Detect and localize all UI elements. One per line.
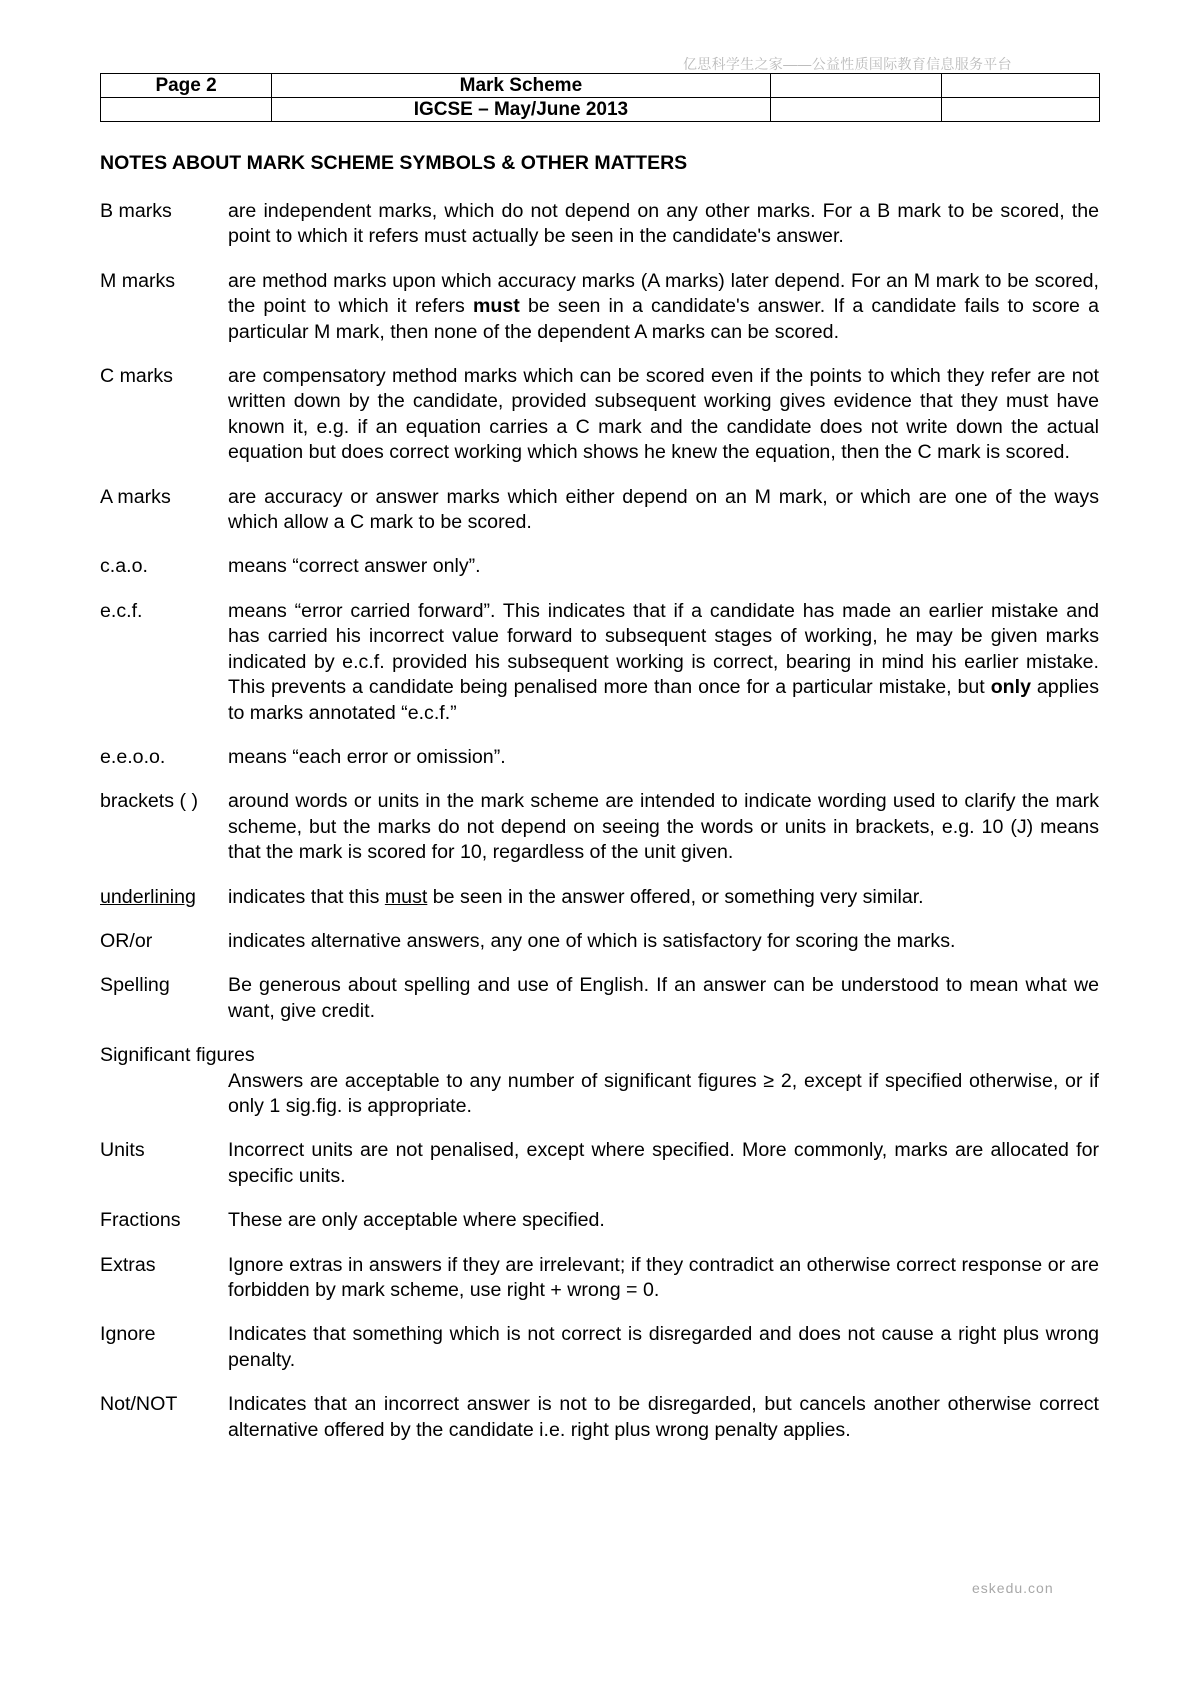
note-ecf [100,599,1099,726]
watermark-top: 亿思科学生之家——公益性质国际教育信息服务平台 [683,56,1012,72]
note-description: are accuracy or answer marks which either depend on an M mark, or which are one of the ways which allow a C mark to be scored. [228,485,1099,534]
note-term: Not/NOT [100,1393,178,1416]
note-a-marks [100,485,1099,536]
note-underlining [100,885,1099,910]
note-term: e.e.o.o. [100,745,166,768]
note-emphasis: must [472,295,520,318]
section-title: NOTES ABOUT MARK SCHEME SYMBOLS & OTHER MATTERS [100,152,688,174]
note-term: OR/or [100,929,153,952]
note-description [228,599,1099,726]
note-description: Incorrect units are not penalised, except where specified. More commonly, marks are allocated for specific units. [228,1139,1099,1187]
note-description: Indicates that something which is not correct is disregarded and does not cause a right plus wrong penalty. [228,1323,1099,1371]
note-term: Significant figures [100,1044,255,1067]
note-description: These are only acceptable where specified. [228,1209,605,1232]
note-text: indicates that this [228,885,380,908]
note-description: Ignore extras in answers if they are irrelevant; if they contradict an otherwise correct response or are forbidden by mark scheme, use right + wrong = 0. [228,1253,1099,1301]
note-term: underlining [100,885,196,908]
note-term: Extras [100,1253,156,1276]
header-page: Page 2 [101,74,272,98]
header-empty-cell [941,98,1099,122]
header-row-2 [101,98,1100,122]
watermark-bottom: eskedu.con [972,1580,1054,1596]
header-empty-cell [770,98,941,122]
header-empty-cell [770,74,941,98]
note-extras [100,1253,1099,1304]
note-term: B marks [100,200,172,222]
note-term: C marks [100,365,173,388]
note-m-marks [100,269,1099,345]
note-c-marks [100,364,1099,466]
note-description: indicates alternative answers, any one of which is satisfactory for scoring the marks. [228,929,956,952]
note-description: are compensatory method marks which can be scored even if the points to which they refer are not written down by the candidate, provided subsequent working gives evidence that they must have known it, e.g. if an equation carries a C mark and the candidate does not write down the actual equation but does correct working which shows he knew the equation, then the C mark is scored. [228,365,1099,464]
note-term: c.a.o. [100,555,148,578]
header-title: Mark Scheme [272,74,770,98]
note-fractions [100,1208,1099,1233]
note-text: applies to marks annotated “e.c.f.” [228,676,1099,724]
note-text: are method marks upon which accuracy marks (A marks) later depend. For an M mark to be scored, the point to which it refers [228,269,1099,318]
header-subtitle: IGCSE – May/June 2013 [272,98,770,122]
note-underlined-word: must [384,885,428,908]
note-description: Be generous about spelling and use of English. If an answer can be understood to mean what we want, give credit. [228,974,1099,1022]
note-description [228,885,1099,910]
note-term: brackets ( ) [100,790,198,813]
note-description [228,269,1099,345]
note-term: Ignore [100,1323,156,1346]
note-term: e.c.f. [100,599,143,622]
note-term: A marks [100,485,171,508]
note-ignore [100,1322,1099,1373]
note-term: Spelling [100,974,170,997]
note-description: Answers are acceptable to any number of significant figures ≥ 2, except if specified otherwise, or if only 1 sig.fig. is appropriate. [228,1069,1099,1117]
note-description: are independent marks, which do not depend on any other marks. For a B mark to be scored, the point to which it refers must actually be seen in the candidate's answer. [228,200,1099,248]
note-term: Fractions [100,1209,181,1232]
note-text: means “error carried forward”. This indicates that if a candidate has made an earlier mistake and has carried his incorrect value forward to subsequent stages of working, he may be given marks indicated by e.c.f. provided his subsequent working is correct, bearing in mind his earlier mistake. This prevents a candidate being penalised more than once for a particular mistake, but [228,599,1099,699]
header-table [100,73,1100,122]
note-emphasis: only [990,676,1031,699]
notes-list [100,199,1099,1462]
note-not [100,1392,1099,1443]
note-units [100,1138,1099,1189]
note-text: be seen in a candidate's answer. If a candidate fails to score a particular M mark, then none of the dependent A marks can be scored. [228,295,1099,343]
note-significant-figures [100,1043,1099,1119]
note-b-marks [100,199,1099,250]
header-empty-cell [941,74,1099,98]
note-spelling [100,973,1099,1024]
note-description: means “each error or omission”. [228,745,506,768]
note-or [100,929,1099,954]
note-description: around words or units in the mark scheme are intended to indicate wording used to clarify the mark scheme, but the marks do not depend on seeing the words or units in brackets, e.g. 10 (J) means that the mark is scored for 10, regardless of the unit given. [228,790,1099,864]
note-text: be seen in the answer offered, or something very similar. [432,885,924,908]
note-eeoo [100,745,1099,770]
note-cao [100,554,1099,579]
header-row-1 [101,74,1100,98]
note-brackets [100,789,1099,865]
note-description: means “correct answer only”. [228,555,481,578]
note-term: M marks [100,269,176,292]
note-term: Units [100,1139,145,1162]
note-description: Indicates that an incorrect answer is not to be disregarded, but cancels another otherwise correct alternative offered by the candidate i.e. right plus wrong penalty applies. [228,1393,1099,1441]
header-empty-cell [101,98,272,122]
